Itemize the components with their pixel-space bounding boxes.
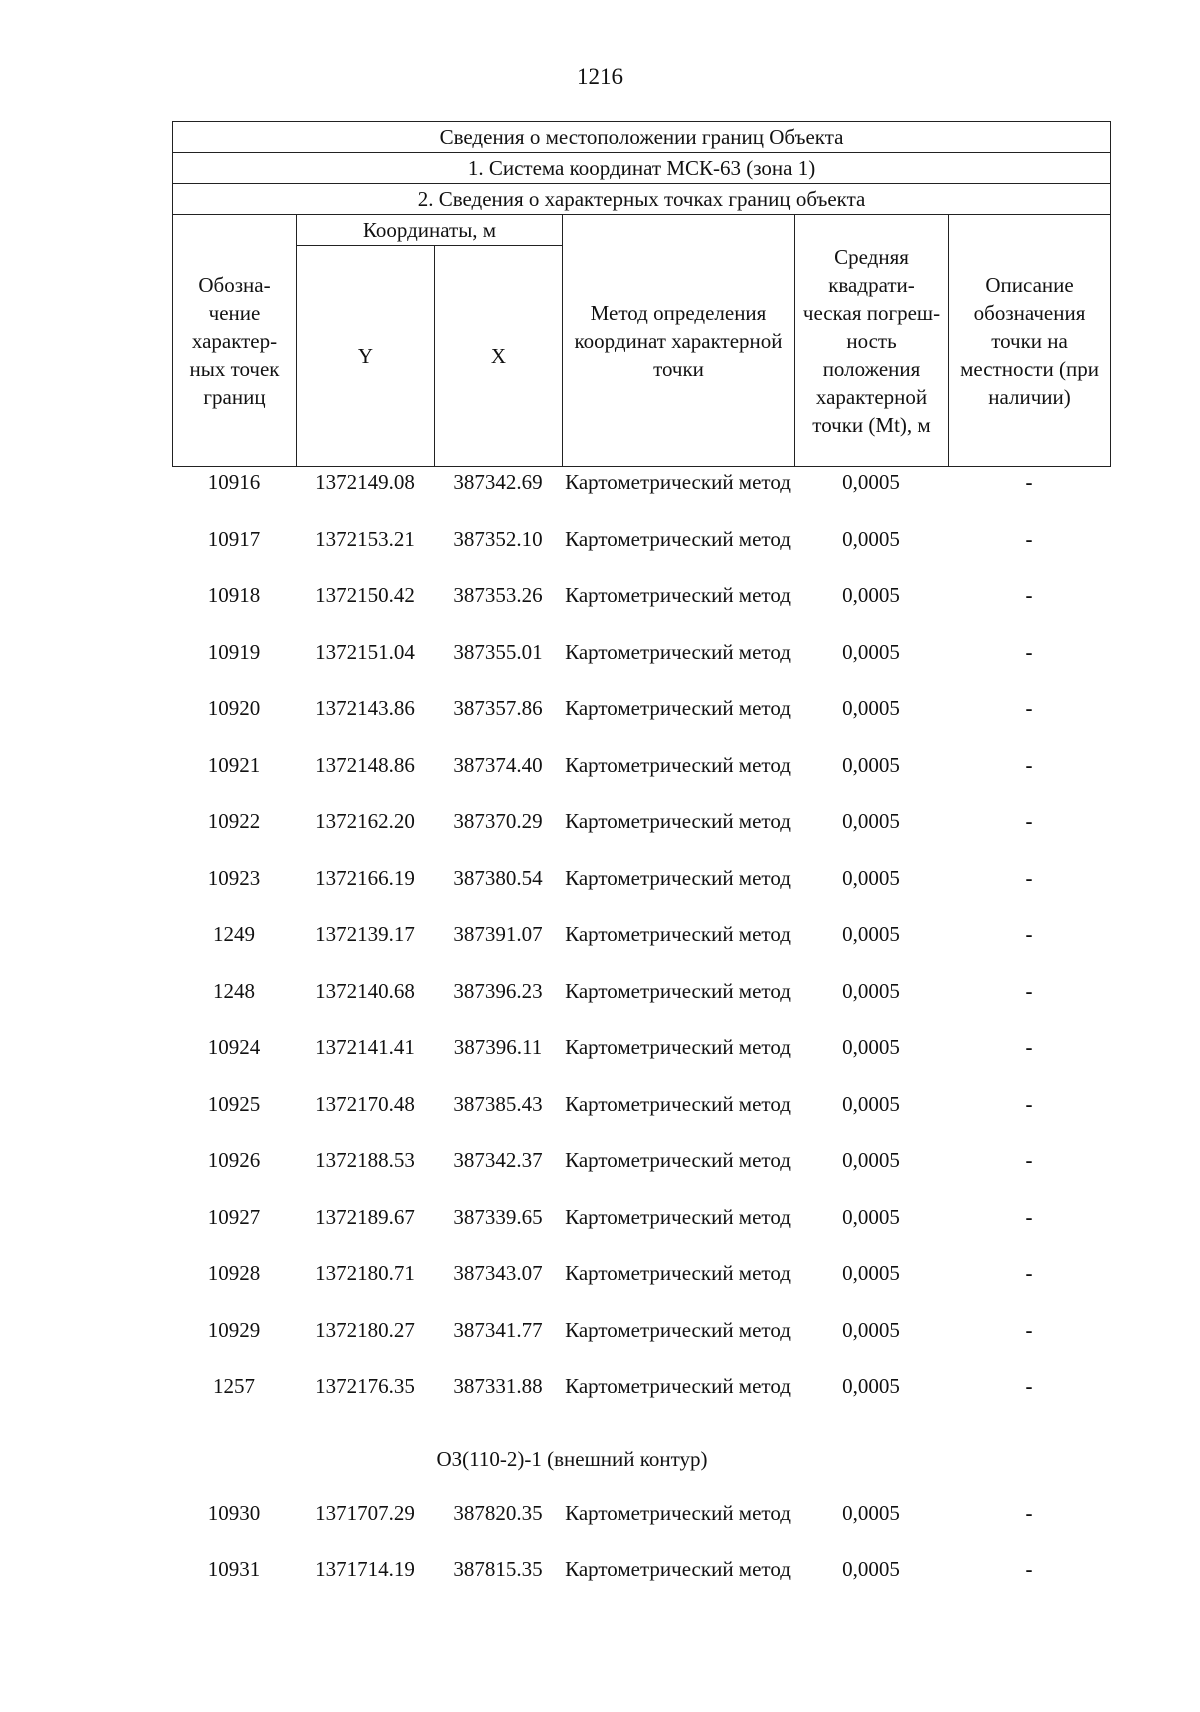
error: 0,0005 — [842, 526, 900, 551]
coord-x: 387815.35 — [453, 1557, 543, 1581]
point-id: 10923 — [207, 865, 261, 890]
coord-y: 1372188.53 — [315, 1148, 415, 1172]
method: Картометрический метод — [565, 1374, 791, 1398]
point-id: 10930 — [207, 1500, 261, 1525]
error: 0,0005 — [842, 696, 900, 720]
method: Картометрический метод — [565, 809, 791, 833]
table-title: Сведения о местоположении границ Объекта — [173, 122, 1111, 153]
coord-y: 1371714.19 — [315, 1557, 415, 1581]
table-row — [172, 920, 1110, 977]
coord-y: 1372180.27 — [315, 1317, 415, 1342]
error: 0,0005 — [842, 1148, 900, 1172]
description: - — [1025, 752, 1033, 777]
description: - — [1025, 696, 1033, 720]
coord-x: 387357.86 — [453, 696, 543, 720]
description: - — [1025, 1091, 1033, 1116]
point-id: 10928 — [207, 1261, 261, 1285]
coord-y: 1372143.86 — [315, 696, 415, 720]
method: Картометрический метод — [565, 526, 791, 551]
section-title: ОЗ(110-2)-1 (внешний контур) — [436, 1446, 708, 1471]
method: Картометрический метод — [565, 1091, 791, 1116]
coord-x: 387391.07 — [453, 922, 543, 946]
description: - — [1025, 1500, 1033, 1525]
point-id: 10927 — [207, 1204, 261, 1229]
coord-y: 1371707.29 — [315, 1500, 415, 1525]
point-id: 10916 — [207, 470, 261, 494]
description: - — [1025, 1204, 1033, 1229]
point-id: 10925 — [207, 1091, 261, 1116]
table-row — [172, 1316, 1110, 1373]
point-id: 1249 — [213, 922, 255, 946]
description: - — [1025, 1148, 1033, 1172]
coord-x: 387380.54 — [453, 865, 543, 890]
error: 0,0005 — [842, 639, 900, 664]
col-header-y: Y — [297, 246, 435, 467]
table-row — [172, 1372, 1110, 1429]
error: 0,0005 — [842, 752, 900, 777]
error: 0,0005 — [842, 865, 900, 890]
coord-x: 387342.37 — [453, 1148, 543, 1172]
coord-y: 1372170.48 — [315, 1091, 415, 1116]
description: - — [1025, 1261, 1033, 1285]
table-row — [172, 468, 1110, 525]
coord-y: 1372148.86 — [315, 752, 415, 777]
table-row — [172, 1090, 1110, 1147]
error: 0,0005 — [842, 1317, 900, 1342]
coord-x: 387396.11 — [453, 1035, 543, 1059]
error: 0,0005 — [842, 1374, 900, 1398]
method: Картометрический метод — [565, 1500, 791, 1525]
table-row — [172, 694, 1110, 751]
method: Картометрический метод — [565, 922, 791, 946]
col-header-desc: Описание обозначения точки на местности (при наличии) — [949, 215, 1111, 467]
coord-y: 1372153.21 — [315, 526, 415, 551]
coord-x: 387820.35 — [453, 1500, 543, 1525]
description: - — [1025, 978, 1033, 1003]
coord-y: 1372140.68 — [315, 978, 415, 1003]
header-table — [172, 121, 1111, 467]
point-id: 10922 — [207, 809, 261, 833]
table-row — [172, 525, 1110, 582]
description: - — [1025, 1035, 1033, 1059]
method: Картометрический метод — [565, 1204, 791, 1229]
description: - — [1025, 865, 1033, 890]
table-row — [172, 1499, 1110, 1556]
description: - — [1025, 922, 1033, 946]
rows-group-b — [172, 1499, 1110, 1612]
col-header-method: Метод определения координат характерной точки — [563, 215, 795, 467]
error: 0,0005 — [842, 1091, 900, 1116]
error: 0,0005 — [842, 1500, 900, 1525]
table-row — [172, 1555, 1110, 1612]
col-header-x: X — [435, 246, 563, 467]
coord-x: 387353.26 — [453, 583, 543, 607]
coord-x: 387352.10 — [453, 526, 543, 551]
description: - — [1025, 526, 1033, 551]
error: 0,0005 — [842, 470, 900, 494]
points-title: 2. Сведения о характерных точках границ объекта — [173, 184, 1111, 215]
coord-x: 387342.69 — [453, 470, 543, 494]
coord-y: 1372149.08 — [315, 470, 415, 494]
coord-x: 387339.65 — [453, 1204, 543, 1229]
method: Картометрический метод — [565, 978, 791, 1003]
point-id: 10926 — [207, 1148, 261, 1172]
coord-y: 1372139.17 — [315, 922, 415, 946]
coord-x: 387343.07 — [453, 1261, 543, 1285]
point-id: 10919 — [207, 639, 261, 664]
coord-y: 1372151.04 — [315, 639, 415, 664]
table-row — [172, 807, 1110, 864]
point-id: 10921 — [207, 752, 261, 777]
coord-x: 387370.29 — [453, 809, 543, 833]
description: - — [1025, 1317, 1033, 1342]
coord-y: 1372176.35 — [315, 1374, 415, 1398]
method: Картометрический метод — [565, 865, 791, 890]
error: 0,0005 — [842, 922, 900, 946]
description: - — [1025, 639, 1033, 664]
error: 0,0005 — [842, 809, 900, 833]
method: Картометрический метод — [565, 1148, 791, 1172]
description: - — [1025, 1557, 1033, 1581]
table-row — [172, 1146, 1110, 1203]
table-body — [172, 468, 1110, 1612]
coord-x: 387355.01 — [453, 639, 543, 664]
point-id: 10924 — [207, 1035, 261, 1059]
error: 0,0005 — [842, 1204, 900, 1229]
point-id: 10931 — [207, 1557, 261, 1581]
table-row — [172, 864, 1110, 921]
table-row — [172, 1259, 1110, 1316]
method: Картометрический метод — [565, 1317, 791, 1342]
point-id: 10929 — [207, 1317, 261, 1342]
table-row — [172, 1033, 1110, 1090]
error: 0,0005 — [842, 1035, 900, 1059]
coord-y: 1372189.67 — [315, 1204, 415, 1229]
point-id: 10917 — [207, 526, 261, 551]
error: 0,0005 — [842, 1261, 900, 1285]
coord-system-title: 1. Система координат МСК-63 (зона 1) — [173, 153, 1111, 184]
coord-y: 1372162.20 — [315, 809, 415, 833]
description: - — [1025, 470, 1033, 494]
method: Картометрический метод — [565, 752, 791, 777]
point-id: 10918 — [207, 583, 261, 607]
rows-group-a — [172, 468, 1110, 1429]
coord-y: 1372180.71 — [315, 1261, 415, 1285]
method: Картометрический метод — [565, 1261, 791, 1285]
coord-y: 1372141.41 — [315, 1035, 415, 1059]
description: - — [1025, 1374, 1033, 1398]
col-header-id: Обозна-чение характер-ных точек границ — [173, 215, 297, 467]
error: 0,0005 — [842, 583, 900, 607]
point-id: 10920 — [207, 696, 261, 720]
method: Картометрический метод — [565, 470, 791, 494]
table-row — [172, 1203, 1110, 1260]
point-id: 1248 — [213, 978, 255, 1003]
description: - — [1025, 809, 1033, 833]
coord-y: 1372150.42 — [315, 583, 415, 607]
coord-x: 387396.23 — [453, 978, 543, 1003]
coord-x: 387331.88 — [453, 1374, 543, 1398]
table-row — [172, 638, 1110, 695]
coord-y: 1372166.19 — [315, 865, 415, 890]
error: 0,0005 — [842, 1557, 900, 1581]
method: Картометрический метод — [565, 1557, 791, 1581]
method: Картометрический метод — [565, 696, 791, 720]
table-row — [172, 581, 1110, 638]
description: - — [1025, 583, 1033, 607]
table-row — [172, 977, 1110, 1034]
method: Картометрический метод — [565, 1035, 791, 1059]
coord-x: 387341.77 — [453, 1317, 543, 1342]
method: Картометрический метод — [565, 583, 791, 607]
point-id: 1257 — [213, 1374, 255, 1398]
method: Картометрический метод — [565, 639, 791, 664]
error: 0,0005 — [842, 978, 900, 1003]
col-header-coords: Координаты, м — [297, 215, 563, 246]
coord-x: 387385.43 — [453, 1091, 543, 1116]
col-header-error: Средняя квадрати-ческая погреш-ность положения характерной точки (Mt), м — [795, 215, 949, 467]
page-number: 1216 — [577, 64, 623, 89]
table-row — [172, 751, 1110, 808]
coord-x: 387374.40 — [453, 752, 543, 777]
